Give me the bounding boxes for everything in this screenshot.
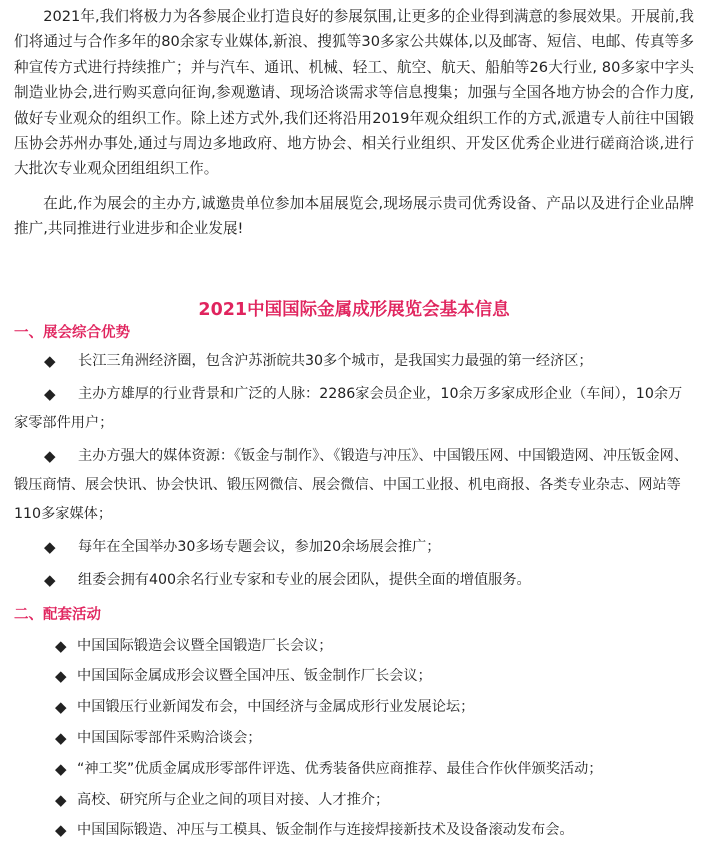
list-item <box>14 723 694 754</box>
diamond-bullet-icon: ◆ <box>55 667 67 686</box>
list-item-text: 组委会拥有400余名行业专家和专业的展会团队，提供全面的增值服务。 <box>78 571 531 588</box>
list-item <box>14 380 694 438</box>
intro-paragraph-1: 2021年,我们将极力为各参展企业打造良好的参展氛围,让更多的企业得到满意的参展效果。开展前,我们将通过与合作多年的80余家专业媒体,新浪、搜狐等30多家公共媒体,以及邮寄、短信、电邮、传真等多种宣传方式进行持续推广；并与汽车、通讯、机械、轻工、航空、航天、船舶等26大行业, 80多家中字头制造业协会,进行购买意向征询,参观邀请、现场洽谈需求等信息搜集；加强与全国各地方协会的合作力度,做好专业观众的组织工作。除上述方式外,我们还将沿用2019年观众组织工作的方式,派遣专人前往中国锻压协会苏州办事处,通过与周边多地政府、地方协会、相关行业组织、开发区优秀企业进行磋商洽谈,进行大批次专业观众团组组织工作。 <box>14 8 694 178</box>
diamond-bullet-icon: ◆ <box>55 759 67 778</box>
list-item <box>14 631 694 662</box>
list-item <box>14 661 694 692</box>
diamond-bullet-icon: ◆ <box>55 698 67 717</box>
section-heading-advantages: 一、展会综合优势 <box>14 324 130 341</box>
list-item-text: “神工奖”优质金属成形零部件评选、优秀装备供应商推荐、最佳合作伙伴颁奖活动； <box>77 760 603 777</box>
list-item <box>14 785 694 816</box>
advantages-list <box>14 347 694 595</box>
diamond-bullet-icon: ◆ <box>44 537 56 556</box>
section-advantages <box>14 323 694 595</box>
list-item <box>14 815 694 846</box>
intro-paragraph-2: 在此,作为展会的主办方,诚邀贵单位参加本届展览会,现场展示贵司优秀设备、产品以及进行企业品牌推广,共同推进行业进步和企业发展! <box>14 194 694 238</box>
list-item <box>14 754 694 785</box>
diamond-bullet-icon: ◆ <box>44 446 56 465</box>
diamond-bullet-icon: ◆ <box>55 790 67 809</box>
list-item <box>14 442 694 529</box>
list-item <box>14 692 694 723</box>
activities-list <box>14 631 694 847</box>
section-activities <box>14 605 694 847</box>
list-item-text: 长江三角洲经济圈，包含沪苏浙皖共30多个城市，是我国实力最强的第一经济区； <box>78 352 593 369</box>
list-item-text: 中国国际零部件采购洽谈会； <box>77 730 262 747</box>
list-item <box>14 566 694 595</box>
article <box>14 0 694 846</box>
list-item-text: 中国国际锻造会议暨全国锻造厂长会议； <box>77 637 333 654</box>
list-item-text: 中国国际金属成形会议暨全国冲压、钣金制作厂长会议； <box>77 668 432 685</box>
diamond-bullet-icon: ◆ <box>44 570 56 589</box>
list-item-text: 高校、研究所与企业之间的项目对接、人才推介； <box>77 791 390 808</box>
list-item-text: 中国锻压行业新闻发布会，中国经济与金属成形行业发展论坛； <box>77 699 475 716</box>
diamond-bullet-icon: ◆ <box>44 384 56 403</box>
diamond-bullet-icon: ◆ <box>55 729 67 748</box>
list-item-text: 中国国际锻造、冲压与工模具、钣金制作与连接焊接新技术及设备滚动发布会。 <box>77 822 574 839</box>
diamond-bullet-icon: ◆ <box>55 636 67 655</box>
page-title: 2021中国国际金属成形展览会基本信息 <box>198 299 510 320</box>
section-heading-activities: 二、配套活动 <box>14 606 101 623</box>
list-item-text: 每年在全国举办30多场专题会议，参加20余场展会推广； <box>78 538 441 555</box>
diamond-bullet-icon: ◆ <box>44 351 56 370</box>
list-item-text: 主办方雄厚的行业背景和广泛的人脉：2286家会员企业，10余万多家成形企业（车间），10余万家零部件用户； <box>14 385 683 431</box>
list-item <box>14 347 694 376</box>
diamond-bullet-icon: ◆ <box>55 821 67 840</box>
list-item-text: 主办方强大的媒体资源：《钣金与制作》、《锻造与冲压》、中国锻压网、中国锻造网、冲压钣金网、锻压商情、展会快讯、协会快讯、锻压网微信、展会微信、中国工业报、机电商报、各类专业杂志、网站等110多家媒体； <box>14 447 689 522</box>
list-item <box>14 533 694 562</box>
